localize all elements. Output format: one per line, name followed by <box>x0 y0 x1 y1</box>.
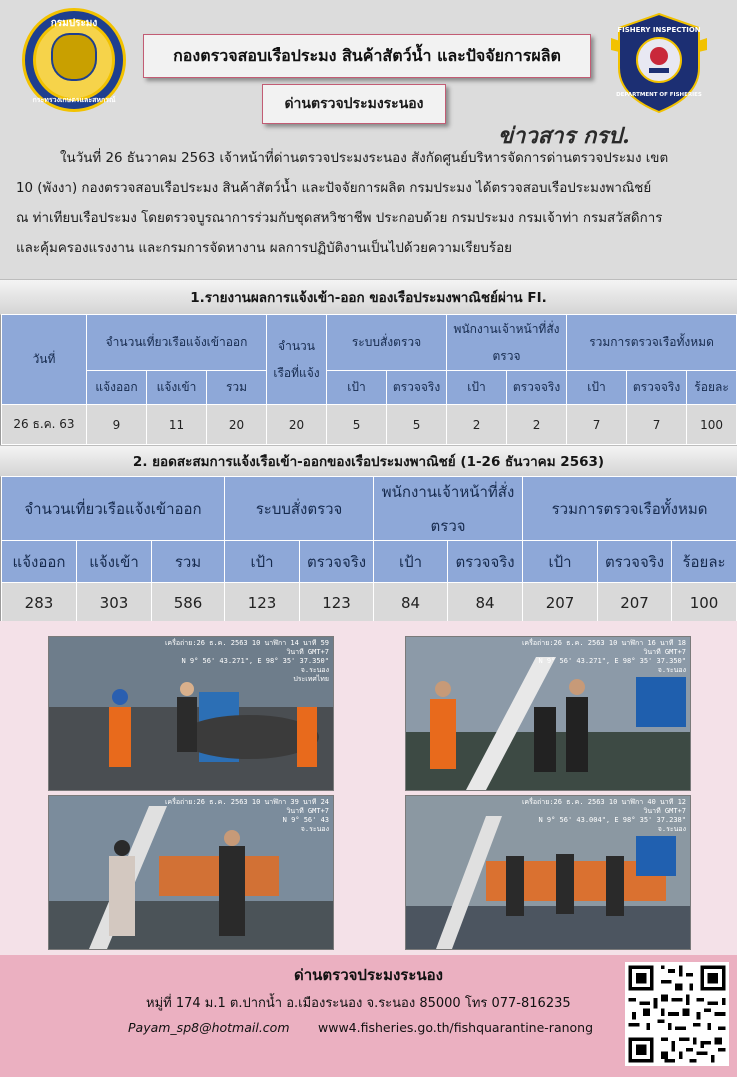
news-paragraph-line-4: และคุ้มครองแรงงาน และกรมการจัดหางาน ผลการปฏิบัติงานเป็นไปด้วยความเรียบร้อย <box>16 241 513 256</box>
photo-overlay-line: เครื่อถ่าย:26 ธ.ค. 2563 10 นาฬิกา 16 นาที 18 <box>522 639 686 647</box>
cell-out: 9 <box>87 405 147 445</box>
header-total-target: เป้า <box>523 541 598 583</box>
photo-overlay-line: เครื่อถ่าย:26 ธ.ค. 2563 10 นาฬิกา 39 นาที 24 <box>165 798 329 806</box>
header-in: แจ้งเข้า <box>147 371 207 405</box>
header-out: แจ้งออก <box>87 371 147 405</box>
page-title: กองตรวจสอบเรือประมง สินค้าสัตว์น้ำ และปัจจัยการผลิต <box>143 34 591 78</box>
table-row <box>2 405 737 445</box>
photo-overlay-line: เครื่อถ่าย:26 ธ.ค. 2563 10 นาฬิกา 40 นาที 12 <box>522 798 686 806</box>
header-system-target: เป้า <box>225 541 300 583</box>
daily-report-table <box>1 314 737 445</box>
header-out: แจ้งออก <box>2 541 77 583</box>
photo-overlay-line: N 9° 56' 43 <box>282 816 329 824</box>
cell-out: 283 <box>2 583 77 623</box>
inspection-photo-1 <box>48 636 334 791</box>
cell-sum: 20 <box>207 405 267 445</box>
inspection-photo-3 <box>48 795 334 950</box>
cell-percent: 100 <box>672 583 737 623</box>
header-area <box>0 0 737 285</box>
cell-total-actual: 207 <box>598 583 672 623</box>
cell-system-target: 5 <box>327 405 387 445</box>
footer-email-link[interactable]: Payam_sp8@hotmail.com <box>128 1020 290 1035</box>
photo-overlay-line: จ.ระนอง <box>300 666 329 674</box>
photo-overlay <box>165 639 329 684</box>
cell-vessels: 20 <box>267 405 327 445</box>
department-of-fisheries-logo <box>22 8 126 112</box>
header-system-actual: ตรวจจริง <box>387 371 447 405</box>
header-percent: ร้อยละ <box>672 541 737 583</box>
cell-in: 11 <box>147 405 207 445</box>
header-officer-actual: ตรวจจริง <box>507 371 567 405</box>
header-in: แจ้งเข้า <box>77 541 152 583</box>
header-officer-actual: ตรวจจริง <box>448 541 523 583</box>
header-total-actual: ตรวจจริง <box>627 371 687 405</box>
header-sum: รวม <box>207 371 267 405</box>
cell-total-target: 7 <box>567 405 627 445</box>
footer-office-name: ด่านตรวจประมงระนอง <box>294 966 443 984</box>
header-system: ระบบสั่งตรวจ <box>327 315 447 371</box>
cell-date: 26 ธ.ค. 63 <box>2 405 87 445</box>
header-trips: จำนวนเที่ยวเรือแจ้งเข้าออก <box>87 315 267 371</box>
qr-code-icon[interactable] <box>625 962 729 1066</box>
photo-overlay-line: N 9° 56' 43.271", E 98° 35' 37.350" <box>181 657 329 665</box>
header-system-target: เป้า <box>327 371 387 405</box>
cell-system-actual: 5 <box>387 405 447 445</box>
cell-officer-actual: 84 <box>448 583 523 623</box>
cumulative-report-table <box>1 476 737 623</box>
inspection-photo-2 <box>405 636 691 791</box>
photo-overlay-line: N 9° 56' 43.271", E 98° 35' 37.350" <box>538 657 686 665</box>
seal-icon <box>51 33 97 81</box>
cell-system-actual: 123 <box>300 583 374 623</box>
photo-overlay-line: วินาที GMT+7 <box>286 807 329 815</box>
header-total: รวมการตรวจเรือทั้งหมด <box>523 477 737 541</box>
photo-overlay-line: จ.ระนอง <box>657 825 686 833</box>
header-officer-line-1: พนักงานเจ้าหน้าที่สั่ง <box>381 482 515 501</box>
photo-overlay-line: เครื่อถ่าย:26 ธ.ค. 2563 10 นาฬิกา 14 นาที 59 <box>165 639 329 647</box>
photo-overlay <box>522 798 686 834</box>
header-vessels <box>267 315 327 405</box>
footer-address: หมู่ที่ 174 ม.1 ต.ปากน้ำ อ.เมืองระนอง จ.ระนอง 85000 โทร 077-816235 <box>146 996 571 1011</box>
cell-total-target: 207 <box>523 583 598 623</box>
header-sum: รวม <box>152 541 225 583</box>
header-officer-line-2: ตรวจ <box>492 348 521 363</box>
news-label: ข่าวสาร กรป. <box>498 123 630 149</box>
logo-bottom-text: กระทรวงเกษตรและสหกรณ์ <box>32 96 116 104</box>
photo-overlay-line: ประเทศไทย <box>293 675 329 683</box>
header-officer-target: เป้า <box>374 541 448 583</box>
inspection-photo-4 <box>405 795 691 950</box>
news-paragraph-line-1: ในวันที่ 26 ธันวาคม 2563 เจ้าหน้าที่ด่านตรวจประมงระนอง สังกัดศูนย์บริหารจัดการด่านตรวจประมง เขต <box>60 151 669 166</box>
cell-officer-actual: 2 <box>507 405 567 445</box>
header-officer <box>447 315 567 371</box>
header-officer-line-1: พนักงานเจ้าหน้าที่สั่ง <box>453 321 560 336</box>
header-officer-line-2: ตรวจ <box>430 516 466 535</box>
section-2-title: 2. ยอดสะสมการแจ้งเรือเข้า-ออกของเรือประมงพาณิชย์ (1-26 ธันวาคม 2563) <box>0 445 737 477</box>
cell-system-target: 123 <box>225 583 300 623</box>
photo-overlay-line: จ.ระนอง <box>300 825 329 833</box>
cell-percent: 100 <box>687 405 737 445</box>
table-row <box>2 583 737 623</box>
header-system-actual: ตรวจจริง <box>300 541 374 583</box>
cell-officer-target: 2 <box>447 405 507 445</box>
page-subtitle: ด่านตรวจประมงระนอง <box>262 84 446 124</box>
photo-overlay-line: วินาที GMT+7 <box>643 648 686 656</box>
news-paragraph-line-2: 10 (พังงา) กองตรวจสอบเรือประมง สินค้าสัตว์น้ำ และปัจจัยการผลิต กรมประมง ได้ตรวจสอบเรือประมงพาณิชย์ <box>16 181 652 196</box>
header-trips: จำนวนเที่ยวเรือแจ้งเข้าออก <box>2 477 225 541</box>
header-system: ระบบสั่งตรวจ <box>225 477 374 541</box>
header-date: วันที่ <box>2 315 87 405</box>
header-percent: ร้อยละ <box>687 371 737 405</box>
header-total-actual: ตรวจจริง <box>598 541 672 583</box>
cell-total-actual: 7 <box>627 405 687 445</box>
news-paragraph-line-3: ณ ท่าเทียบเรือประมง โดยตรวจบูรณาการร่วมกับชุดสหวิชาชีพ ประกอบด้วย กรมประมง กรมเจ้าท่า กรมสวัสดิการ <box>16 211 663 226</box>
cell-officer-target: 84 <box>374 583 448 623</box>
cell-in: 303 <box>77 583 152 623</box>
logo-right-bottom-text: DEPARTMENT OF FISHERIES <box>616 92 702 98</box>
section-1-title: 1.รายงานผลการแจ้งเข้า-ออก ของเรือประมงพาณิชย์ผ่าน FI. <box>0 279 737 315</box>
fishery-inspection-logo <box>603 10 715 114</box>
header-total: รวมการตรวจเรือทั้งหมด <box>567 315 737 371</box>
header-officer <box>374 477 523 541</box>
photo-overlay-line: วินาที GMT+7 <box>643 807 686 815</box>
photo-overlay <box>522 639 686 675</box>
header-vessels-line-2: เรือที่แจ้ง <box>273 365 320 380</box>
cell-sum: 586 <box>152 583 225 623</box>
photo-overlay-line: วินาที GMT+7 <box>286 648 329 656</box>
header-officer-target: เป้า <box>447 371 507 405</box>
header-total-target: เป้า <box>567 371 627 405</box>
photo-overlay <box>165 798 329 834</box>
logo-top-text: กรมประมง <box>50 18 98 29</box>
logo-right-top-text: FISHERY INSPECTION <box>617 26 701 34</box>
photo-overlay-line: N 9° 56' 43.004", E 98° 35' 37.238" <box>538 816 686 824</box>
photo-overlay-line: จ.ระนอง <box>657 666 686 674</box>
header-vessels-line-1: จำนวน <box>278 338 315 353</box>
footer-website-link[interactable]: www4.fisheries.go.th/fishquarantine-ranong <box>318 1020 594 1035</box>
